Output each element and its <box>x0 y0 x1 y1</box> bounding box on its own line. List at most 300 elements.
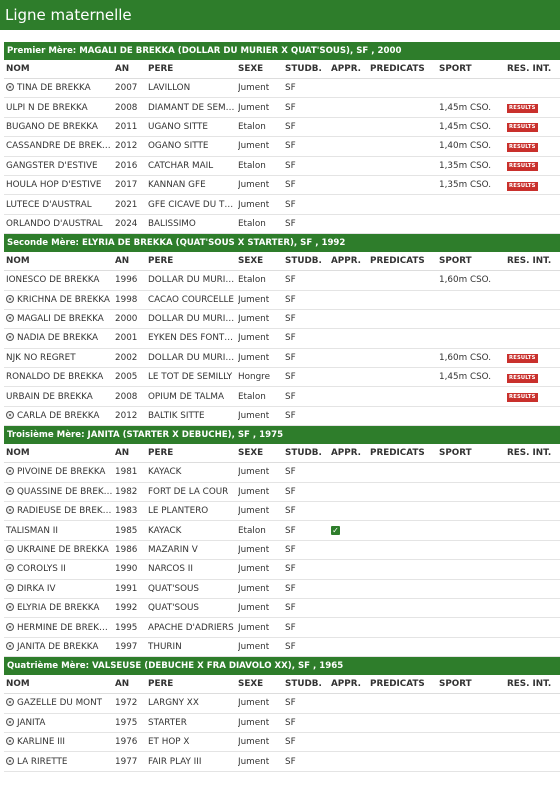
sire-name: KAYACK <box>148 525 182 536</box>
table-row[interactable] <box>4 599 560 618</box>
horse-name[interactable]: CARLA DE BREKKA <box>17 411 100 422</box>
sex: Jument <box>238 83 270 94</box>
birth-year: 1991 <box>115 583 138 594</box>
sex: Jument <box>238 141 270 152</box>
studbook: SF <box>285 564 296 575</box>
column-header-predicats: PRÉDICATS <box>370 256 425 267</box>
international-results-cell <box>507 180 560 191</box>
results-button[interactable]: RESULTS <box>509 163 536 170</box>
table-row[interactable] <box>4 271 560 290</box>
birth-year: 2001 <box>115 333 138 344</box>
sire-name: LE TOT DE SEMILLY <box>148 372 233 383</box>
horse-name[interactable]: COROLYS II <box>17 564 66 575</box>
column-header-nom: NOM <box>6 256 30 267</box>
international-results-cell <box>507 102 560 113</box>
sire-name: DOLLAR DU MURI… <box>148 314 235 325</box>
birth-year: 1977 <box>115 756 138 767</box>
horse-name[interactable]: RADIEUSE DE BREK… <box>17 506 112 517</box>
breeder-mark-icon <box>6 642 14 650</box>
sex: Jument <box>238 545 270 555</box>
international-results-cell <box>507 141 560 152</box>
sire-name: DOLLAR DU MURI… <box>148 352 235 363</box>
sex: Jument <box>238 641 270 652</box>
breeder-mark-icon <box>6 467 14 475</box>
horse-name[interactable]: KRICHNA DE BREKKA <box>17 294 110 305</box>
sex: Jument <box>238 603 270 614</box>
horse-name[interactable]: GAZELLE DU MONT <box>17 698 103 709</box>
column-header-predicats: PRÉDICATS <box>370 448 425 459</box>
sire-name: QUAT'SOUS <box>148 583 200 594</box>
birth-year: 1972 <box>115 698 138 709</box>
sire-name: BALTIK SITTE <box>148 411 205 422</box>
column-header-sexe: SEXE <box>238 679 264 690</box>
sex: Jument <box>238 506 270 517</box>
studbook: SF <box>285 372 296 383</box>
column-header-res_int: RÉS. INT. <box>507 679 552 690</box>
section-title: Premier Mère: MAGALI DE BREKKA (DOLLAR DU MURIER X QUAT'SOUS), SF , 2000 <box>4 42 560 60</box>
horse-name[interactable]: CASSANDRE DE BREK… <box>6 141 111 152</box>
horse-name[interactable]: RONALDO DE BREKKA <box>6 372 104 383</box>
breeder-mark-icon <box>6 506 14 514</box>
sire-name: QUAT'SOUS <box>148 603 200 614</box>
sex: Étalon <box>238 391 266 402</box>
studbook: SF <box>285 121 296 132</box>
studbook: SF <box>285 756 296 767</box>
horse-name-cell[interactable] <box>4 103 115 113</box>
birth-year: 2000 <box>115 314 138 325</box>
horse-name[interactable]: HOULA HOP D'ESTIVE <box>6 180 102 191</box>
horse-name[interactable]: NADIA DE BREKKA <box>17 333 99 344</box>
sex: Jument <box>238 717 270 728</box>
sex: Jument <box>238 583 270 594</box>
table-row[interactable] <box>4 521 560 540</box>
table-row[interactable] <box>4 733 560 752</box>
studbook: SF <box>285 294 296 305</box>
horse-name[interactable]: URBAIN DE BREKKA <box>6 391 93 402</box>
breeder-mark-icon <box>6 83 14 91</box>
horse-name[interactable]: QUASSINE DE BREK… <box>17 486 113 497</box>
horse-name[interactable]: PIVOINE DE BREKKA <box>17 467 106 478</box>
column-header-pere: PÈRE <box>148 448 174 459</box>
sex: Hongre <box>238 372 270 383</box>
sex: Jument <box>238 333 270 344</box>
sire-name: CATCHAR MAIL <box>148 160 214 171</box>
sire-name: STARTER <box>148 717 187 728</box>
horse-name-cell[interactable] <box>4 642 115 652</box>
mare-section <box>4 657 560 772</box>
breeder-mark-icon <box>6 487 14 495</box>
table-header-row <box>4 252 560 271</box>
sport-level: 1,45m CSO. <box>439 121 492 132</box>
horse-name-cell[interactable] <box>4 411 115 421</box>
birth-year: 1986 <box>115 545 138 555</box>
birth-year: 2024 <box>115 218 138 229</box>
results-button[interactable]: RESULTS <box>509 394 536 401</box>
horse-name[interactable]: ORLANDO D'AUSTRAL <box>6 218 103 229</box>
column-header-sexe: SEXE <box>238 256 264 267</box>
table-row[interactable] <box>4 291 560 310</box>
studbook: SF <box>285 641 296 652</box>
studbook: SF <box>285 545 296 555</box>
table-row[interactable] <box>4 560 560 579</box>
breeder-mark-icon <box>6 718 14 726</box>
birth-year: 2007 <box>115 83 138 94</box>
sex: Jument <box>238 486 270 497</box>
horse-name[interactable]: DIRKA IV <box>17 583 56 594</box>
section-title: Troisième Mère: JANITA (STARTER X DEBUCHE), SF , 1975 <box>4 426 560 444</box>
table-header-row <box>4 675 560 694</box>
birth-year: 1997 <box>115 641 138 652</box>
breeder-mark-icon <box>6 757 14 765</box>
table-row[interactable] <box>4 195 560 214</box>
horse-name-cell[interactable] <box>4 584 115 594</box>
sire-name: GFE CICAVE DU T… <box>148 199 234 210</box>
sire-name: OPIUM DE TALMA <box>148 391 224 402</box>
birth-year: 1985 <box>115 525 138 536</box>
studbook: SF <box>285 333 296 344</box>
sex: Étalon <box>238 525 266 536</box>
horse-name[interactable]: LUTÈCE D'AUSTRAL <box>6 199 92 210</box>
sex: Jument <box>238 737 270 748</box>
breeder-mark-icon <box>6 564 14 572</box>
studbook: SF <box>285 525 296 536</box>
sex: Jument <box>238 411 270 422</box>
horse-name-cell[interactable] <box>4 141 115 151</box>
sex: Étalon <box>238 121 266 132</box>
studbook: SF <box>285 199 296 210</box>
horse-name-cell[interactable] <box>4 603 115 613</box>
table-header-row <box>4 60 560 79</box>
birth-year: 2008 <box>115 391 138 402</box>
birth-year: 2012 <box>115 411 138 422</box>
table-row[interactable] <box>4 618 560 637</box>
sire-name: UGANO SITTE <box>148 121 208 132</box>
horse-name-cell[interactable] <box>4 200 115 210</box>
horse-name[interactable]: TINA DE BREKKA <box>17 83 91 94</box>
studbook: SF <box>285 314 296 325</box>
breeder-mark-icon <box>6 411 14 419</box>
column-header-sexe: SEXE <box>238 64 264 74</box>
column-header-studb: STUDB. <box>285 679 322 690</box>
column-header-appr: APPR. <box>331 256 361 267</box>
column-header-nom: NOM <box>6 64 30 74</box>
column-header-res_int: RÉS. INT. <box>507 448 552 459</box>
table-row[interactable] <box>4 157 560 176</box>
sire-name: LARGNY XX <box>148 698 199 709</box>
horse-name[interactable]: ULPI N DE BREKKA <box>6 102 88 113</box>
column-header-nom: NOM <box>6 679 30 690</box>
birth-year: 2016 <box>115 160 138 171</box>
birth-year: 1996 <box>115 275 138 286</box>
page-title: Ligne maternelle <box>0 0 560 30</box>
studbook: SF <box>285 506 296 517</box>
sire-name: CACAO COURCELLE <box>148 294 234 305</box>
birth-year: 1981 <box>115 467 138 478</box>
horse-name[interactable]: MAGALI DE BREKKA <box>17 314 104 325</box>
column-header-predicats: PRÉDICATS <box>370 679 425 690</box>
column-header-an: AN <box>115 448 130 459</box>
results-button[interactable]: RESULTS <box>509 182 536 189</box>
results-button[interactable]: RESULTS <box>509 143 536 150</box>
sport-level: 1,35m CSO. <box>439 180 492 191</box>
column-header-predicats: PRÉDICATS <box>370 64 425 74</box>
sex: Jument <box>238 756 270 767</box>
column-header-studb: STUDB. <box>285 64 322 74</box>
horse-name-cell[interactable] <box>4 295 115 305</box>
column-header-pere: PÈRE <box>148 679 174 690</box>
sex: Étalon <box>238 275 266 286</box>
studbook: SF <box>285 717 296 728</box>
horse-name[interactable]: GANGSTER D'ESTIVE <box>6 160 98 171</box>
birth-year: 2021 <box>115 199 138 210</box>
column-header-res_int: RÉS. INT. <box>507 64 552 74</box>
breeder-mark-icon <box>6 623 14 631</box>
table-row[interactable] <box>4 541 560 560</box>
horse-name[interactable]: JANITA <box>17 717 46 728</box>
column-header-sport: SPORT <box>439 448 472 459</box>
sire-name: LE PLANTERO <box>148 506 209 517</box>
column-header-studb: STUDB. <box>285 448 322 459</box>
studbook: SF <box>285 583 296 594</box>
sex: Jument <box>238 314 270 325</box>
results-button[interactable]: RESULTS <box>509 355 536 362</box>
horse-name-cell[interactable] <box>4 353 115 363</box>
horse-name-cell[interactable] <box>4 526 115 536</box>
studbook: SF <box>285 486 296 497</box>
international-results-cell <box>507 372 560 383</box>
column-header-appr: APPR. <box>331 448 361 459</box>
birth-year: 1976 <box>115 737 138 748</box>
studbook: SF <box>285 391 296 402</box>
results-button[interactable]: RESULTS <box>509 105 536 112</box>
horse-name-cell[interactable] <box>4 333 115 343</box>
table-row[interactable] <box>4 118 560 137</box>
table-row[interactable] <box>4 176 560 195</box>
birth-year: 1998 <box>115 294 138 305</box>
horse-name[interactable]: JANITA DE BREKKA <box>17 641 99 652</box>
table-row[interactable] <box>4 310 560 329</box>
sire-name: FORT DE LA COUR <box>148 486 229 497</box>
sport-level: 1,60m CSO. <box>439 275 492 286</box>
studbook: SF <box>285 160 296 171</box>
column-header-res_int: RÉS. INT. <box>507 256 552 267</box>
approved-check-icon: ✓ <box>332 525 339 535</box>
sex: Jument <box>238 199 270 210</box>
column-header-sexe: SEXE <box>238 448 264 459</box>
studbook: SF <box>285 218 296 229</box>
studbook: SF <box>285 603 296 614</box>
horse-name-cell[interactable] <box>4 623 115 633</box>
column-header-pere: PÈRE <box>148 64 174 74</box>
sire-name: BALISSIMO <box>148 218 196 229</box>
studbook: SF <box>285 622 296 633</box>
horse-name-cell[interactable] <box>4 698 115 708</box>
breeder-mark-icon <box>6 545 14 553</box>
table-row[interactable] <box>4 463 560 482</box>
horse-name-cell[interactable] <box>4 180 115 190</box>
sire-name: DOLLAR DU MURI… <box>148 275 235 286</box>
sport-level: 1,60m CSO. <box>439 352 492 363</box>
approval-cell <box>331 526 370 536</box>
sire-name: NARCOS II <box>148 564 193 575</box>
studbook: SF <box>285 180 296 191</box>
horse-name-cell[interactable] <box>4 122 115 132</box>
horse-name-cell[interactable] <box>4 161 115 171</box>
horse-name[interactable]: HERMINE DE BREK… <box>17 622 108 633</box>
sex: Jument <box>238 622 270 633</box>
horse-name-cell[interactable] <box>4 487 115 497</box>
table-row[interactable] <box>4 368 560 387</box>
international-results-cell <box>507 121 560 132</box>
table-row[interactable] <box>4 580 560 599</box>
birth-year: 2011 <box>115 121 138 132</box>
breeder-mark-icon <box>6 737 14 745</box>
sire-name: LAVILLON <box>148 83 191 94</box>
birth-year: 2002 <box>115 352 138 363</box>
table-row[interactable] <box>4 638 560 657</box>
column-header-an: AN <box>115 64 130 74</box>
table-row[interactable] <box>4 98 560 117</box>
breeder-mark-icon <box>6 295 14 303</box>
mare-section <box>4 42 560 234</box>
studbook: SF <box>285 102 296 113</box>
studbook: SF <box>285 698 296 709</box>
horse-name-cell[interactable] <box>4 718 115 728</box>
sire-name: THURIN <box>148 641 182 652</box>
birth-year: 2012 <box>115 141 138 152</box>
table-row[interactable] <box>4 483 560 502</box>
horse-name-cell[interactable] <box>4 564 115 574</box>
table-row[interactable] <box>4 137 560 156</box>
breeder-mark-icon <box>6 314 14 322</box>
horse-name-cell[interactable] <box>4 467 115 477</box>
column-header-appr: APPR. <box>331 64 361 74</box>
birth-year: 1992 <box>115 603 138 614</box>
column-header-sport: SPORT <box>439 64 472 74</box>
horse-name-cell[interactable] <box>4 275 115 285</box>
table-header-row <box>4 444 560 463</box>
horse-name-cell[interactable] <box>4 372 115 382</box>
sex: Jument <box>238 180 270 191</box>
breeder-mark-icon <box>6 698 14 706</box>
horse-name[interactable]: NJK NO REGRET <box>6 352 76 363</box>
column-header-sport: SPORT <box>439 256 472 267</box>
horse-name-cell[interactable] <box>4 392 115 402</box>
mare-section <box>4 234 560 426</box>
column-header-an: AN <box>115 679 130 690</box>
horse-name[interactable]: TALISMAN II <box>6 525 58 536</box>
table-row[interactable] <box>4 79 560 98</box>
horse-name-cell[interactable] <box>4 219 115 229</box>
horse-name[interactable]: KARLINE III <box>17 737 65 748</box>
horse-name[interactable]: ELYRIA DE BREKKA <box>17 603 100 614</box>
sex: Jument <box>238 102 270 113</box>
sport-level: 1,45m CSO. <box>439 102 492 113</box>
birth-year: 2005 <box>115 372 138 383</box>
horse-name[interactable]: BUGANO DE BREKKA <box>6 121 98 132</box>
sport-level: 1,40m CSO. <box>439 141 492 152</box>
section-title: Seconde Mère: ELYRIA DE BREKKA (QUAT'SOUS X STARTER), SF , 1992 <box>4 234 560 252</box>
column-header-studb: STUDB. <box>285 256 322 267</box>
horse-name-cell[interactable] <box>4 737 115 747</box>
column-header-sport: SPORT <box>439 679 472 690</box>
table-row[interactable] <box>4 349 560 368</box>
table-row[interactable] <box>4 407 560 426</box>
horse-name-cell[interactable] <box>4 545 115 555</box>
sire-name: APACHE D'ADRIERS <box>148 622 234 633</box>
studbook: SF <box>285 275 296 286</box>
maternal-line-sections <box>0 42 560 772</box>
horse-name-cell[interactable] <box>4 83 115 93</box>
sex: Étalon <box>238 160 266 171</box>
column-header-pere: PÈRE <box>148 256 174 267</box>
sex: Étalon <box>238 218 266 229</box>
horse-name-cell[interactable] <box>4 506 115 516</box>
horse-name[interactable]: UKRAINE DE BREKKA <box>17 545 109 555</box>
breeder-mark-icon <box>6 333 14 341</box>
sex: Jument <box>238 352 270 363</box>
table-row[interactable] <box>4 387 560 406</box>
studbook: SF <box>285 83 296 94</box>
column-header-nom: NOM <box>6 448 30 459</box>
sire-name: EYKEN DES FONT… <box>148 333 234 344</box>
sport-level: 1,35m CSO. <box>439 160 492 171</box>
sport-level: 1,45m CSO. <box>439 372 492 383</box>
results-button[interactable]: RESULTS <box>509 124 536 131</box>
sire-name: OGANO SITTE <box>148 141 209 152</box>
column-header-appr: APPR. <box>331 679 361 690</box>
birth-year: 1995 <box>115 622 138 633</box>
table-row[interactable] <box>4 752 560 771</box>
birth-year: 1983 <box>115 506 138 517</box>
column-header-an: AN <box>115 256 130 267</box>
international-results-cell <box>507 160 560 171</box>
section-title: Quatrième Mère: VALSEUSE (DEBUCHE X FRA DIAVOLO XX), SF , 1965 <box>4 657 560 675</box>
studbook: SF <box>285 141 296 152</box>
sex: Jument <box>238 294 270 305</box>
horse-name[interactable]: IONESCO DE BREKKA <box>6 275 100 286</box>
birth-year: 1990 <box>115 564 138 575</box>
sire-name: KAYACK <box>148 467 182 478</box>
studbook: SF <box>285 737 296 748</box>
birth-year: 1982 <box>115 486 138 497</box>
results-button[interactable]: RESULTS <box>509 374 536 381</box>
horse-name-cell[interactable] <box>4 314 115 324</box>
table-row[interactable] <box>4 714 560 733</box>
mare-section <box>4 426 560 657</box>
birth-year: 1975 <box>115 717 138 728</box>
birth-year: 2017 <box>115 180 138 191</box>
sire-name: KANNAN GFE <box>148 180 206 191</box>
studbook: SF <box>285 352 296 363</box>
sex: Jument <box>238 564 270 575</box>
table-row[interactable] <box>4 329 560 348</box>
table-row[interactable] <box>4 215 560 234</box>
international-results-cell <box>507 391 560 402</box>
table-row[interactable] <box>4 502 560 521</box>
sex: Jument <box>238 698 270 709</box>
breeder-mark-icon <box>6 603 14 611</box>
table-row[interactable] <box>4 694 560 713</box>
birth-year: 2008 <box>115 102 138 113</box>
sire-name: FAIR PLAY III <box>148 756 202 767</box>
sire-name: ET HOP X <box>148 737 190 748</box>
sire-name: DIAMANT DE SEM… <box>148 102 235 113</box>
horse-name[interactable]: LA RIRETTE <box>17 756 68 767</box>
horse-name-cell[interactable] <box>4 757 115 767</box>
sex: Jument <box>238 467 270 478</box>
sire-name: MAZARIN V <box>148 545 198 555</box>
